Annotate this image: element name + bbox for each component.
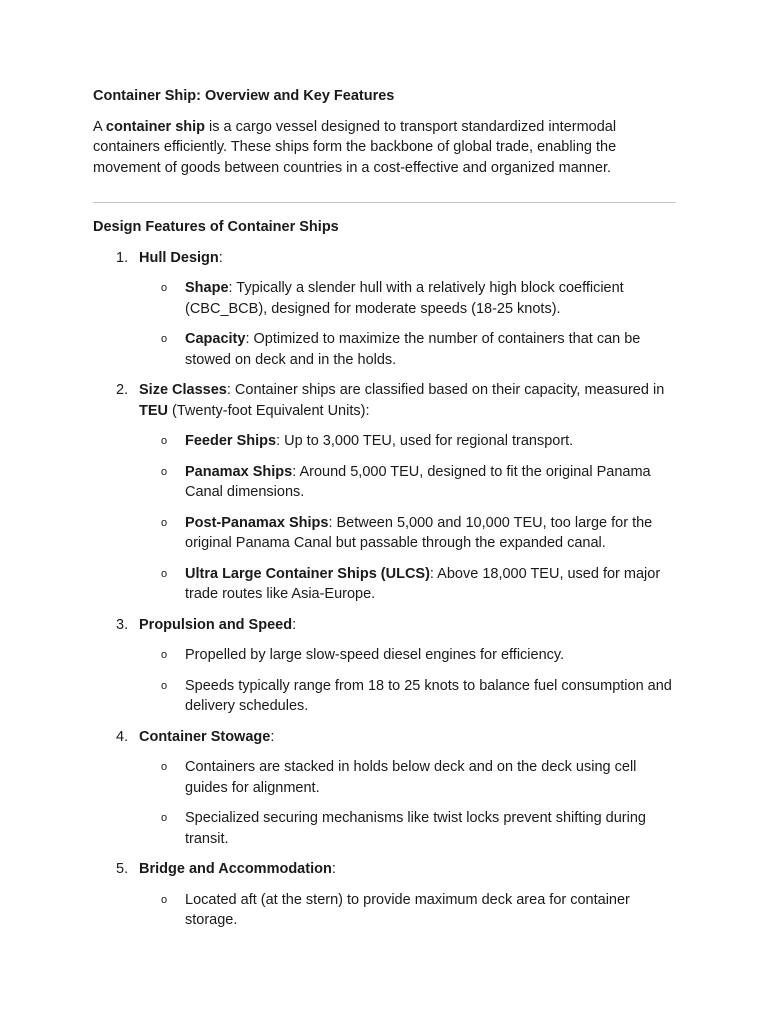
feature-heading xyxy=(139,859,676,880)
sub-item-text: : Optimized to maximize the number of containers that can be stowed on deck and in the holds. xyxy=(185,331,641,368)
feature-heading-text: : Container ships are classified based on their capacity, measured in xyxy=(226,382,665,398)
feature-heading xyxy=(139,380,676,421)
intro-rest: is a cargo vessel designed to transport standardized intermodal containers efficiently. These ships form the backbone of global trade, enabling the movement of goods between countries in a cost-effective and organized manner. xyxy=(93,118,617,176)
sub-item xyxy=(139,278,676,319)
circle-bullet-icon: o xyxy=(161,333,168,345)
sub-item-text: : Up to 3,000 TEU, used for regional transport. xyxy=(276,433,574,449)
intro-bold-term: container ship xyxy=(105,118,206,135)
feature-list xyxy=(93,248,676,931)
feature-heading-bold: Size Classes xyxy=(139,382,227,398)
sub-item xyxy=(139,431,676,452)
sub-item-text: Specialized securing mechanisms like twist locks prevent shifting during transit. xyxy=(185,810,646,847)
circle-bullet-icon: o xyxy=(161,282,168,294)
feature-heading-tail: (Twenty-foot Equivalent Units): xyxy=(168,402,370,419)
circle-bullet-icon: o xyxy=(161,465,168,478)
feature-sublist xyxy=(139,645,676,717)
document-title: Container Ship: Overview and Key Features xyxy=(93,88,395,104)
document-body xyxy=(93,86,676,941)
feature-sublist xyxy=(139,890,676,931)
feature-heading-text: : xyxy=(270,728,275,745)
sub-item-text: : Typically a slender hull with a relatively high block coefficient (CBC_BCB), designed for moderate speeds (18-25 knots). xyxy=(185,280,624,317)
sub-item xyxy=(139,513,676,554)
circle-bullet-icon: o xyxy=(161,516,168,529)
sub-item-bold: Feeder Ships xyxy=(185,433,277,449)
feature-heading-text: : xyxy=(292,616,297,633)
sub-item xyxy=(139,808,676,849)
feature-number: 5. xyxy=(116,861,129,877)
sub-item-bold: Shape xyxy=(185,280,229,296)
intro-paragraph xyxy=(93,117,676,179)
circle-bullet-icon: o xyxy=(161,761,168,773)
feature-sublist xyxy=(139,431,676,605)
circle-bullet-icon: o xyxy=(161,649,168,661)
sub-item xyxy=(139,462,676,503)
sub-item-bold: Ultra Large Container Ships (ULCS) xyxy=(185,565,430,582)
sub-item xyxy=(139,564,676,605)
feature-heading-bold: Bridge and Accommodation xyxy=(139,861,332,877)
feature-item xyxy=(93,727,676,850)
feature-item xyxy=(93,380,676,605)
feature-heading xyxy=(139,248,676,269)
feature-heading-text: : xyxy=(218,249,223,266)
sub-item-text: Located aft (at the stern) to provide maximum deck area for container storage. xyxy=(185,891,630,928)
feature-number: 1. xyxy=(116,249,129,266)
feature-heading-bold: Propulsion and Speed xyxy=(139,616,293,633)
sub-item-text: : Around 5,000 TEU, designed to fit the original Panama Canal dimensions. xyxy=(185,463,651,500)
feature-heading-bold: Hull Design xyxy=(139,249,219,266)
sub-item-text: Containers are stacked in holds below deck and on the deck using cell guides for alignment. xyxy=(185,759,637,796)
feature-number: 2. xyxy=(116,382,129,398)
feature-heading xyxy=(139,615,676,636)
sub-item xyxy=(139,757,676,798)
sub-item-bold: Post-Panamax Ships xyxy=(185,514,329,531)
sub-item-text: Propelled by large slow-speed diesel engines for efficiency. xyxy=(185,647,565,663)
horizontal-divider xyxy=(93,202,676,203)
feature-heading-bold: Container Stowage xyxy=(139,728,271,745)
sub-item-bold: Panamax Ships xyxy=(185,463,293,480)
feature-item xyxy=(93,248,676,371)
feature-number: 3. xyxy=(116,616,129,633)
sub-item xyxy=(139,890,676,931)
sub-item-bold: Capacity xyxy=(185,331,246,347)
sub-item-text: : Above 18,000 TEU, used for major trade routes like Asia-Europe. xyxy=(185,565,661,602)
circle-bullet-icon: o xyxy=(161,567,168,580)
sub-item xyxy=(139,645,676,666)
feature-sublist xyxy=(139,278,676,370)
circle-bullet-icon: o xyxy=(161,435,168,447)
feature-sublist xyxy=(139,757,676,849)
feature-heading-mid-bold: TEU xyxy=(139,402,168,419)
feature-heading xyxy=(139,727,676,748)
circle-bullet-icon: o xyxy=(161,812,168,824)
feature-heading-text: : xyxy=(331,861,336,877)
feature-item xyxy=(93,615,676,717)
sub-item-text: Speeds typically range from 18 to 25 knots to balance fuel consumption and delivery schedules. xyxy=(185,677,672,714)
sub-item xyxy=(139,329,676,370)
sub-item xyxy=(139,676,676,717)
feature-number: 4. xyxy=(116,728,129,745)
section-title: Design Features of Container Ships xyxy=(93,219,339,235)
feature-item xyxy=(93,859,676,931)
circle-bullet-icon: o xyxy=(161,679,168,692)
intro-prefix: A xyxy=(93,118,106,135)
circle-bullet-icon: o xyxy=(161,893,168,906)
sub-item-text: : Between 5,000 and 10,000 TEU, too large for the original Panama Canal but passable through the expanded canal. xyxy=(185,514,653,551)
